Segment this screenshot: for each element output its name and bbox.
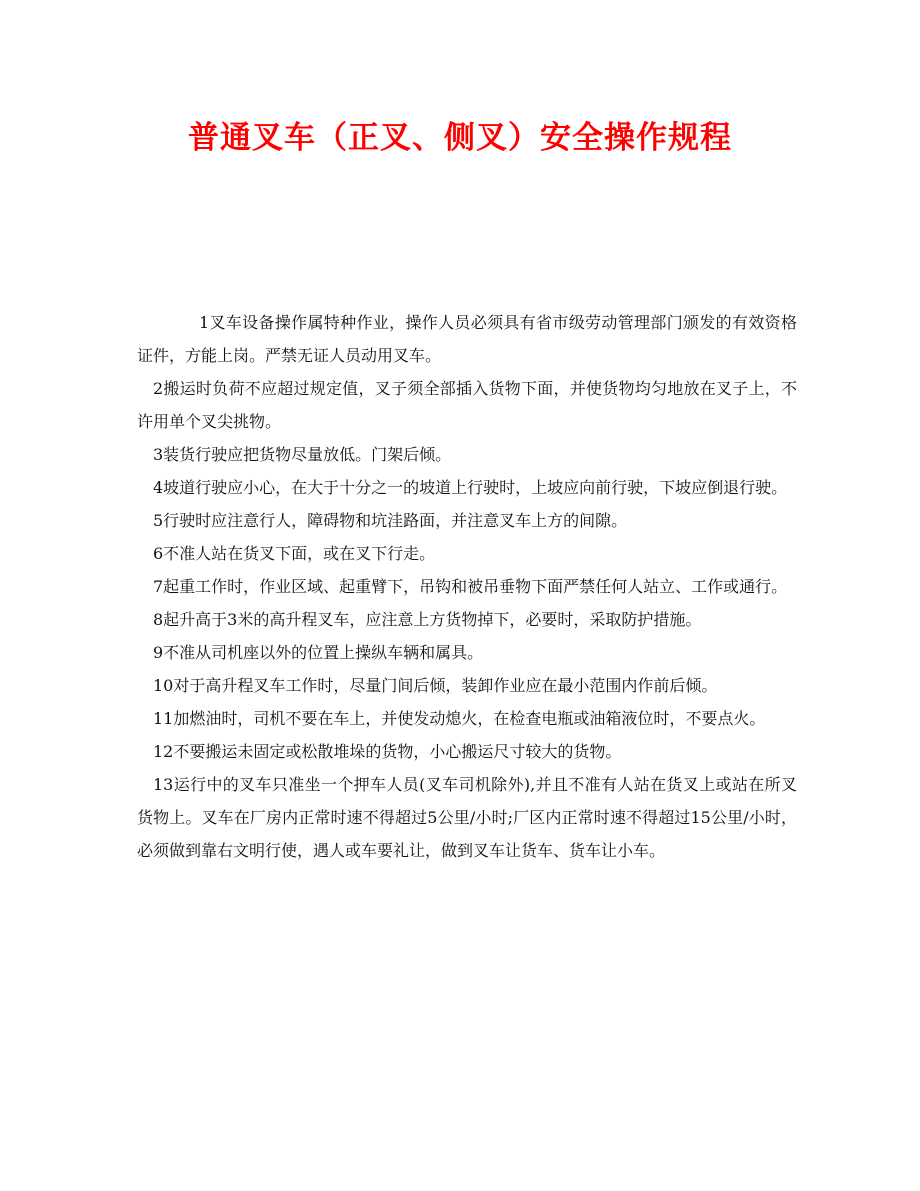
rule-paragraph-12: 12不要搬运未固定或松散堆垛的货物，小心搬运尺寸较大的货物。: [153, 742, 622, 761]
rule-paragraph-3: 3装货行驶应把货物尽量放低。门架后倾。: [153, 445, 452, 464]
document-body: [137, 306, 797, 867]
rule-paragraph-6: 6不准人站在货叉下面，或在叉下行走。: [153, 544, 436, 563]
rule-paragraph-11: 11加燃油时，司机不要在车上，并使发动熄火，在检查电瓶或油箱液位时，不要点火。: [153, 709, 766, 728]
rule-paragraph-10: 10对于高升程叉车工作时，尽量门间后倾，装卸作业应在最小范围内作前后倾。: [153, 676, 718, 695]
rule-paragraph-13: 13运行中的叉车只准坐一个押车人员(叉车司机除外),并且不准有人站在货叉上或站在所叉货物上。叉车在厂房内正常时速不得超过5公里/小时;厂区内正常时速不得超过15公里/小时，必须做到靠右文明行使，遇人或车要礼让，做到叉车让货车、货车让小车。: [137, 775, 797, 860]
document-title: 普通叉车（正叉、侧叉）安全操作规程: [188, 120, 732, 156]
rule-paragraph-1: 1叉车设备操作属特种作业，操作人员必须具有省市级劳动管理部门颁发的有效资格证件，方能上岗。严禁无证人员动用叉车。: [137, 313, 797, 365]
rule-paragraph-8: 8起升高于3米的高升程叉车，应注意上方货物掉下，必要时，采取防护措施。: [153, 610, 702, 629]
rule-paragraph-9: 9不准从司机座以外的位置上操纵车辆和属具。: [153, 643, 484, 662]
rule-paragraph-5: 5行驶时应注意行人，障碍物和坑洼路面，并注意叉车上方的间隙。: [153, 511, 628, 530]
rule-paragraph-7: 7起重工作时，作业区域、起重臂下，吊钩和被吊垂物下面严禁任何人站立、工作或通行。: [153, 577, 788, 596]
rule-paragraph-4: 4坡道行驶应小心，在大于十分之一的坡道上行驶时，上坡应向前行驶，下坡应倒退行驶。: [153, 478, 788, 497]
rule-paragraph-2: 2搬运时负荷不应超过规定值，叉子须全部插入货物下面，并使货物均匀地放在叉子上，不许用单个叉尖挑物。: [137, 379, 797, 431]
